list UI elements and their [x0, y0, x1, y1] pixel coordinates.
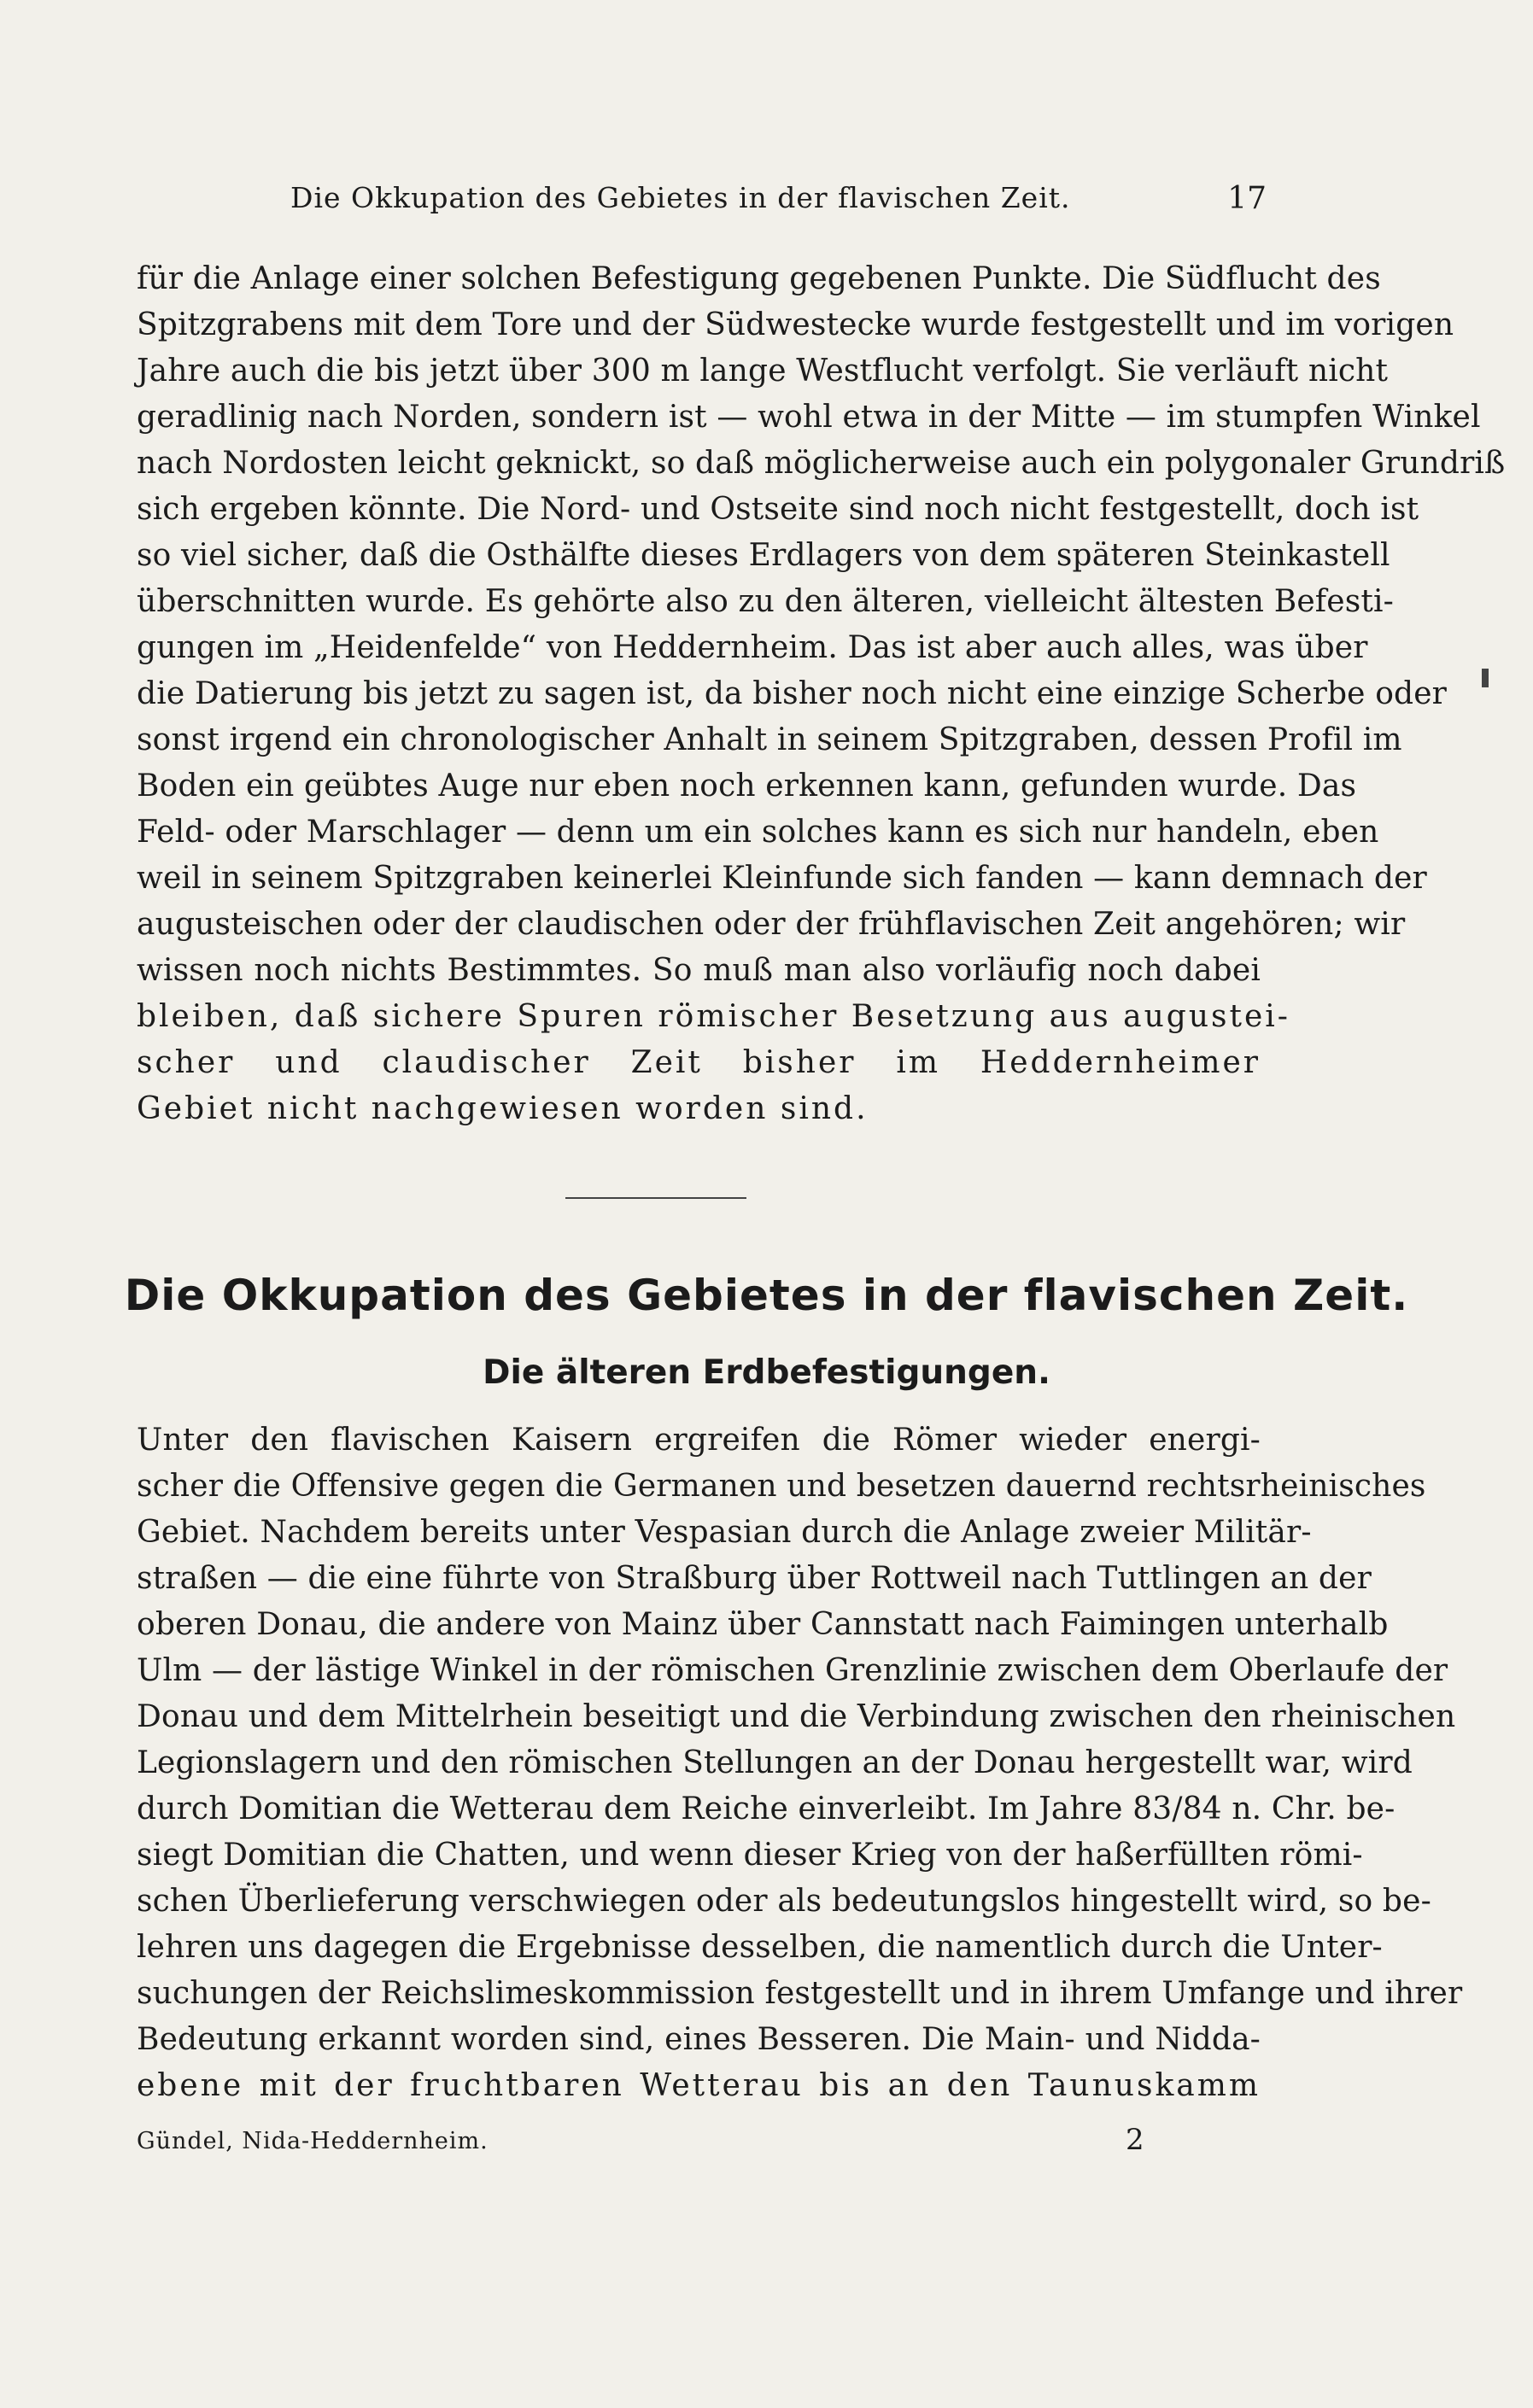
- text-line: wissen noch nichts Bestimmtes. So muß man also vorläufig noch dabei: [137, 953, 1261, 988]
- paragraph-continuation: [137, 256, 1506, 1132]
- section-paragraph: [137, 1417, 1463, 2109]
- text-line: Gebiet. Nachdem bereits unter Vespasian durch die Anlage zweier Militär-: [137, 1515, 1312, 1550]
- text-line: sonst irgend ein chronologischer Anhalt in seinem Spitzgraben, dessen Profil im: [137, 722, 1402, 757]
- text-line: Feld- oder Marschlager — denn um ein solches kann es sich nur handeln, eben: [137, 815, 1379, 850]
- text-line: so viel sicher, daß die Osthälfte dieses Erdlagers von dem späteren Steinkastell: [137, 538, 1390, 573]
- text-line: gungen im „Heidenfelde“ von Heddernheim. Das ist aber auch alles, was über: [137, 630, 1368, 665]
- text-line-emphasis: Gebiet nicht nachgewiesen worden sind.: [137, 1091, 869, 1126]
- text-line: überschnitten wurde. Es gehörte also zu den älteren, vielleicht ältesten Befesti-: [137, 584, 1394, 619]
- text-line: Jahre auch die bis jetzt über 300 m lange Westflucht verfolgt. Sie verläuft nicht: [137, 354, 1389, 389]
- text-line: straßen — die eine führte von Straßburg über Rottweil nach Tuttlingen an der: [137, 1561, 1372, 1596]
- text-line: nach Nordosten leicht geknickt, so daß möglicherweise auch ein polygonaler Grundriß: [137, 446, 1506, 481]
- text-line: schen Überlieferung verschwiegen oder als bedeutungslos hingestellt wird, so be-: [137, 1884, 1431, 1919]
- section-divider: [565, 1197, 746, 1199]
- section-subtitle: Die älteren Erdbefestigungen.: [483, 1353, 1050, 1392]
- text-line-emphasis: scher und claudischer Zeit bisher im Heddernheimer: [137, 1045, 1261, 1080]
- text-line: oberen Donau, die andere von Mainz über Cannstatt nach Faimingen unterhalb: [137, 1607, 1389, 1642]
- text-line: für die Anlage einer solchen Befestigung gegebenen Punkte. Die Südflucht des: [137, 261, 1381, 296]
- section-title: Die Okkupation des Gebietes in der flavischen Zeit.: [124, 1271, 1409, 1320]
- text-line: suchungen der Reichslimeskommission festgestellt und in ihrem Umfange und ihrer: [137, 1976, 1463, 2011]
- page-number: 17: [1227, 181, 1267, 216]
- footer-signature: Gündel, Nida-Heddernheim.: [137, 2128, 489, 2154]
- text-line: weil in seinem Spitzgraben keinerlei Kleinfunde sich fanden — kann demnach der: [137, 861, 1427, 896]
- text-line: sich ergeben könnte. Die Nord- und Ostseite sind noch nicht festgestellt, doch ist: [137, 492, 1419, 527]
- footer-sheet-number: 2: [1126, 2123, 1144, 2157]
- text-line: lehren uns dagegen die Ergebnisse desselben, die namentlich durch die Unter-: [137, 1930, 1383, 1965]
- text-line: durch Domitian die Wetterau dem Reiche einverleibt. Im Jahre 83/84 n. Chr. be-: [137, 1791, 1395, 1826]
- text-line: augusteischen oder der claudischen oder der frühflavischen Zeit angehören; wir: [137, 907, 1406, 942]
- text-line: Ulm — der lästige Winkel in der römischen Grenzlinie zwischen dem Oberlaufe der: [137, 1653, 1448, 1688]
- text-line: die Datierung bis jetzt zu sagen ist, da bisher noch nicht eine einzige Scherbe oder: [137, 676, 1448, 711]
- text-line: siegt Domitian die Chatten, und wenn dieser Krieg von der haßerfüllten römi-: [137, 1838, 1363, 1873]
- text-line: Spitzgrabens mit dem Tore und der Südwestecke wurde festgestellt und im vorigen: [137, 307, 1454, 342]
- text-line: Boden ein geübtes Auge nur eben noch erkennen kann, gefunden wurde. Das: [137, 769, 1357, 804]
- margin-mark: [1482, 669, 1489, 687]
- text-line: scher die Offensive gegen die Germanen und besetzen dauernd rechtsrheinisches: [137, 1469, 1426, 1504]
- text-line: Donau und dem Mittelrhein beseitigt und die Verbindung zwischen den rheinischen: [137, 1699, 1456, 1734]
- text-line-emphasis: bleiben, daß sichere Spuren römischer Besetzung aus augustei-: [137, 999, 1290, 1034]
- text-line: Legionslagern und den römischen Stellungen an der Donau hergestellt war, wird: [137, 1745, 1413, 1780]
- text-line-emphasis: ebene mit der fruchtbaren Wetterau bis an den Taunuskamm: [137, 2068, 1261, 2103]
- running-head: Die Okkupation des Gebietes in der flavischen Zeit.: [290, 181, 1071, 214]
- text-line: geradlinig nach Norden, sondern ist — wohl etwa in der Mitte — im stumpfen Winkel: [137, 400, 1481, 435]
- text-line: Bedeutung erkannt worden sind, eines Besseren. Die Main- und Nidda-: [137, 2022, 1261, 2057]
- text-line: Unter den flavischen Kaisern ergreifen die Römer wieder energi-: [137, 1423, 1261, 1458]
